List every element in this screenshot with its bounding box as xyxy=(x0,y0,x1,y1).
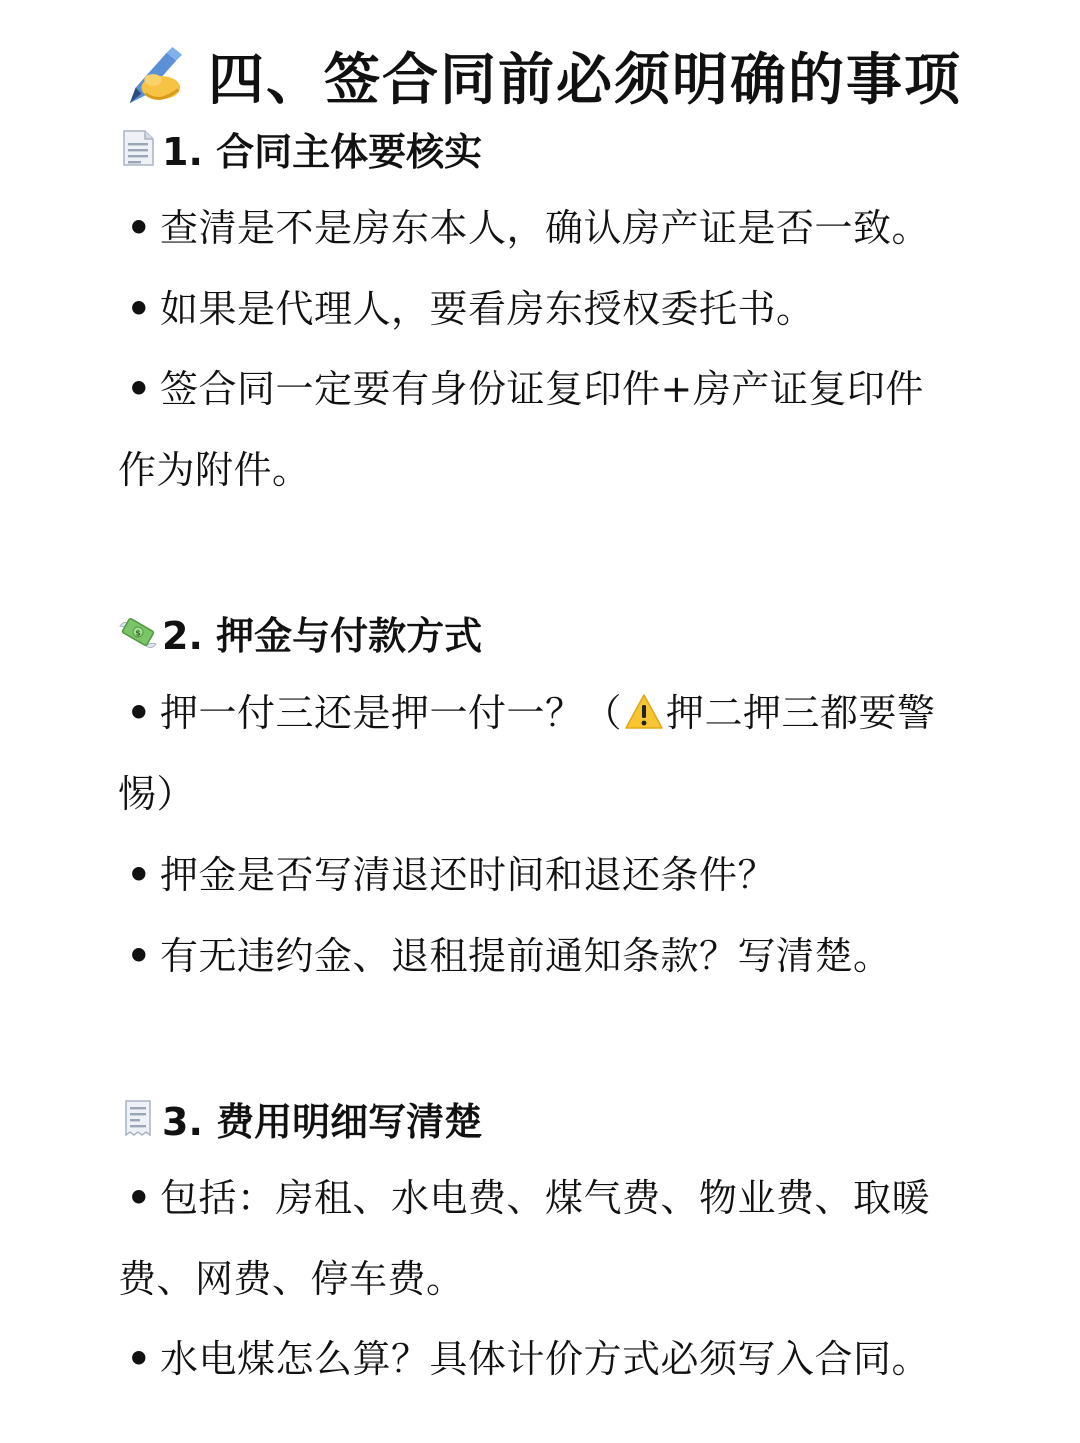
bullet: • xyxy=(126,287,152,331)
writing-hand-icon xyxy=(124,45,186,107)
list-item xyxy=(118,928,988,984)
svg-text:$: $ xyxy=(135,628,141,638)
list-item xyxy=(118,685,988,741)
list-item-text: 签合同一定要有身份证复印件+房产证复印件 xyxy=(160,367,924,411)
money-with-wings-icon xyxy=(118,612,158,652)
list-item-text: 水电煤怎么算？具体计价方式必须写入合同。 xyxy=(160,1337,931,1381)
bullet: • xyxy=(126,1176,152,1220)
list-item-text: 作为附件。 xyxy=(118,448,311,492)
section-heading-deposit-payment xyxy=(118,606,482,658)
receipt-icon xyxy=(118,1098,158,1138)
section-heading-fee-details xyxy=(118,1092,482,1144)
warning-icon xyxy=(624,692,664,732)
bullet: • xyxy=(126,691,152,735)
section-heading-contract-party xyxy=(118,122,482,174)
list-item xyxy=(118,1170,988,1226)
list-item-text: 费、网费、停车费。 xyxy=(118,1257,465,1301)
list-item xyxy=(118,1331,988,1387)
page-title-text: 四、签合同前必须明确的事项 xyxy=(208,48,962,113)
bullet: • xyxy=(126,206,152,250)
bullet: • xyxy=(126,853,152,897)
list-item-text: 押二押三都要警 xyxy=(666,691,936,735)
document-page xyxy=(118,0,988,1443)
list-item xyxy=(118,281,988,337)
bullet: • xyxy=(126,367,152,411)
list-item-text: 有无违约金、退租提前通知条款？写清楚。 xyxy=(160,934,892,978)
bullet: • xyxy=(126,934,152,978)
list-item-continuation xyxy=(118,442,988,498)
list-item xyxy=(118,361,988,417)
list-item-text: 惕） xyxy=(118,772,196,816)
list-item xyxy=(118,200,988,256)
section-heading-text: 2. 押金与付款方式 xyxy=(162,613,483,658)
section-heading-text: 1. 合同主体要核实 xyxy=(162,129,483,174)
list-item-text: 押金是否写清退还时间和退还条件？ xyxy=(160,853,777,897)
section-heading-text: 3. 费用明细写清楚 xyxy=(162,1099,483,1144)
list-item-text: 查清是不是房东本人，确认房产证是否一致。 xyxy=(160,206,931,250)
list-item-text: 押一付三还是押一付一？（ xyxy=(160,691,623,735)
page-title xyxy=(124,40,962,112)
document-icon xyxy=(118,128,158,168)
list-item-text: 包括：房租、水电费、煤气费、物业费、取暖 xyxy=(160,1176,931,1220)
list-item-continuation xyxy=(118,766,988,822)
list-item-text: 如果是代理人，要看房东授权委托书。 xyxy=(160,287,815,331)
bullet: • xyxy=(126,1337,152,1381)
list-item xyxy=(118,847,988,903)
list-item-continuation xyxy=(118,1251,988,1307)
